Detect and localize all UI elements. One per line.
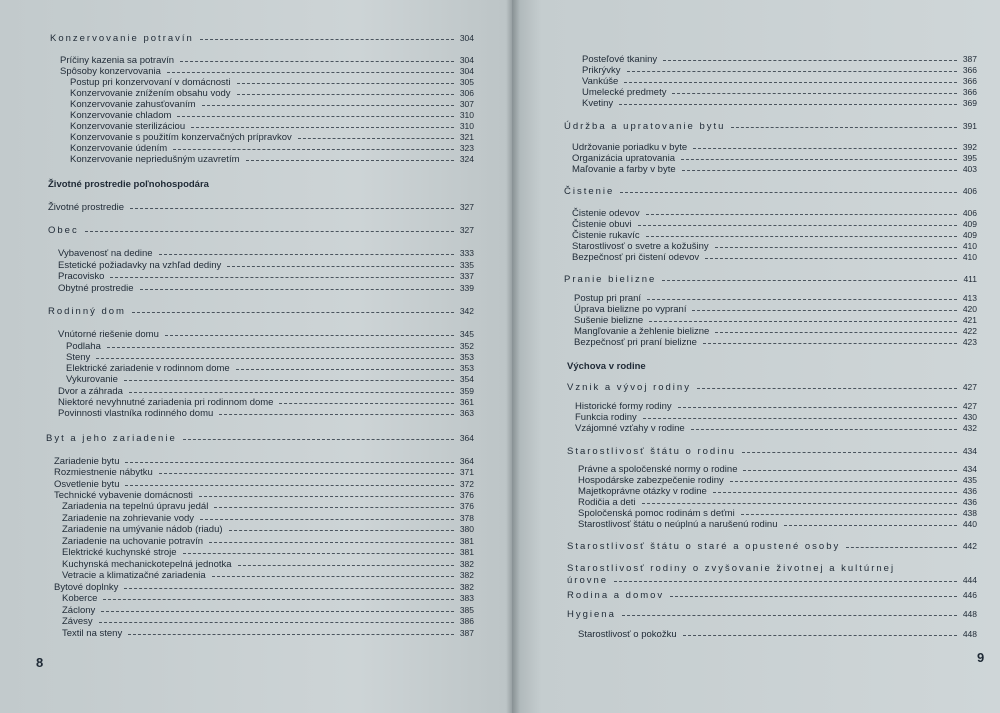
entry-title: Obec — [48, 225, 79, 236]
entry-title: Pracovisko — [58, 271, 105, 282]
leader-dots — [200, 519, 454, 520]
entry-title: Životné prostredie poľnohospodára — [48, 179, 209, 190]
entry-title: Bezpečnosť pri čistení odevov — [572, 252, 700, 263]
entry-title: Čistenie rukavíc — [572, 230, 640, 241]
entry-title: Dvor a záhrada — [58, 386, 123, 397]
toc-entry — [58, 408, 474, 420]
leader-dots — [619, 104, 957, 105]
toc-entry — [564, 186, 977, 198]
entry-title: Úprava bielizne po vypraní — [574, 304, 687, 315]
entry-title: Čistenie odevov — [572, 208, 640, 219]
entry-page: 327 — [459, 225, 474, 235]
leader-dots — [173, 149, 454, 150]
entry-page: 413 — [962, 293, 977, 303]
leader-dots — [743, 470, 956, 471]
leader-dots — [647, 299, 957, 300]
entry-title: Postup pri konzervovaní v domácnosti — [70, 77, 231, 88]
entry-page: 382 — [459, 582, 474, 592]
leader-dots — [180, 61, 454, 62]
entry-page: 420 — [962, 304, 977, 314]
entry-title: Zariadenia na tepelnú úpravu jedál — [62, 501, 209, 512]
entry-page: 422 — [962, 326, 977, 336]
entry-title: Konzervovanie nepriedušným uzavretím — [70, 154, 240, 165]
entry-title: Životné prostredie — [48, 202, 125, 213]
leader-dots — [236, 369, 454, 370]
leader-dots — [107, 347, 454, 348]
toc-entry — [62, 547, 474, 559]
toc-entry — [48, 202, 474, 214]
entry-title: Funkcia rodiny — [575, 412, 637, 423]
entry-page: 359 — [459, 386, 474, 396]
entry-title: Starostlivosť rodiny o zvyšovanie životnej a kultúrnej — [567, 563, 896, 574]
entry-page: 381 — [459, 547, 474, 557]
entry-title: úrovne — [567, 575, 609, 586]
leader-dots — [731, 127, 956, 128]
entry-page: 387 — [459, 628, 474, 638]
leader-dots — [199, 496, 454, 497]
leader-dots — [643, 418, 957, 419]
entry-page: 436 — [962, 497, 977, 507]
entry-title: Vetracie a klimatizačné zariadenia — [62, 570, 206, 581]
toc-entry — [567, 563, 977, 575]
entry-page: 387 — [962, 54, 977, 64]
leader-dots — [649, 321, 957, 322]
entry-title: Rodičia a deti — [578, 497, 636, 508]
entry-title: Povinnosti vlastníka rodinného domu — [58, 408, 214, 419]
entry-title: Sušenie bielizne — [574, 315, 644, 326]
entry-page: 310 — [459, 110, 474, 120]
entry-page: 306 — [459, 88, 474, 98]
leader-dots — [238, 565, 454, 566]
entry-title: Elektrické zariadenie v rodinnom dome — [66, 363, 230, 374]
entry-page: 391 — [962, 121, 977, 131]
entry-title: Kuchynská mechanickotepelná jednotka — [62, 559, 232, 570]
toc-entry — [58, 329, 474, 341]
entry-page: 327 — [459, 202, 474, 212]
entry-page: 380 — [459, 524, 474, 534]
toc-entry — [582, 98, 977, 110]
entry-title: Byt a jeho zariadenie — [46, 433, 177, 444]
entry-page: 363 — [459, 408, 474, 418]
entry-title: Rodinný dom — [48, 306, 126, 317]
entry-page: 411 — [963, 274, 977, 284]
toc-entry — [70, 154, 474, 166]
entry-title: Starostlivosť štátu o neúplnú a narušenú rodinu — [578, 519, 778, 530]
leader-dots — [165, 335, 454, 336]
entry-page: 434 — [962, 464, 977, 474]
leader-dots — [672, 93, 956, 94]
leader-dots — [646, 214, 957, 215]
leader-dots — [646, 236, 957, 237]
entry-title: Zariadenie na zohrievanie vody — [62, 513, 195, 524]
leader-dots — [622, 615, 957, 616]
entry-title: Podlaha — [66, 341, 101, 352]
leader-dots — [279, 403, 453, 404]
entry-title: Čistenie obuvi — [572, 219, 632, 230]
entry-title: Bezpečnosť pri praní bielizne — [574, 337, 697, 348]
entry-title: Spoločenská pomoc rodinám s deťmi — [578, 508, 735, 519]
entry-title: Steny — [66, 352, 91, 363]
entry-page: 444 — [962, 575, 977, 585]
entry-page: 378 — [459, 513, 474, 523]
entry-page: 386 — [459, 616, 474, 626]
toc-entry — [572, 252, 977, 264]
entry-title: Zariadenie na umývanie nádob (riadu) — [62, 524, 223, 535]
leader-dots — [101, 611, 454, 612]
leader-dots — [125, 462, 453, 463]
entry-page: 409 — [962, 230, 977, 240]
entry-title: Príčiny kazenia sa potravín — [60, 55, 175, 66]
entry-page: 371 — [459, 467, 474, 477]
entry-title: Technické vybavenie domácnosti — [54, 490, 193, 501]
entry-page: 361 — [459, 397, 474, 407]
leader-dots — [298, 138, 454, 139]
entry-title: Čistenie — [564, 186, 615, 197]
leader-dots — [99, 622, 454, 623]
entry-title: Závesy — [62, 616, 93, 627]
page-number: 9 — [977, 650, 985, 665]
entry-title: Vankúše — [582, 76, 619, 87]
entry-page: 335 — [459, 260, 474, 270]
entry-page: 383 — [459, 593, 474, 603]
entry-page: 372 — [459, 479, 474, 489]
entry-page: 304 — [459, 33, 474, 43]
entry-title: Výchova v rodine — [567, 361, 646, 372]
entry-title: Vykurovanie — [66, 374, 118, 385]
part-heading — [48, 179, 474, 191]
entry-page: 364 — [459, 433, 474, 443]
entry-page: 310 — [459, 121, 474, 131]
entry-page: 345 — [459, 329, 474, 339]
entry-page: 321 — [459, 132, 474, 142]
entry-page: 432 — [962, 423, 977, 433]
toc-entry — [564, 274, 977, 286]
entry-page: 421 — [962, 315, 977, 325]
book-gutter — [506, 0, 520, 713]
part-heading — [567, 361, 977, 373]
entry-title: Niektoré nevyhnutné zariadenia pri rodinnom dome — [58, 397, 274, 408]
entry-page: 438 — [962, 508, 977, 518]
entry-title: Kvetiny — [582, 98, 614, 109]
entry-page: 427 — [962, 401, 977, 411]
entry-page: 385 — [459, 605, 474, 615]
leader-dots — [103, 599, 453, 600]
entry-page: 376 — [459, 501, 474, 511]
entry-page: 430 — [962, 412, 977, 422]
entry-page: 448 — [962, 629, 977, 639]
entry-title: Konzervovanie znížením obsahu vody — [70, 88, 231, 99]
entry-title: Elektrické kuchynské stroje — [62, 547, 177, 558]
entry-title: Koberce — [62, 593, 98, 604]
leader-dots — [124, 380, 454, 381]
entry-title: Konzervovanie s použitím konzervačných prípravkov — [70, 132, 292, 143]
entry-title: Konzervovanie potravín — [50, 33, 194, 44]
right-page — [512, 0, 1000, 713]
toc-entry — [50, 33, 474, 45]
toc-entry — [62, 570, 474, 582]
leader-dots — [125, 485, 453, 486]
entry-title: Maľovanie a farby v byte — [572, 164, 676, 175]
entry-page: 364 — [459, 456, 474, 466]
entry-page: 354 — [459, 374, 474, 384]
leader-dots — [212, 576, 454, 577]
leader-dots — [132, 312, 454, 313]
leader-dots — [692, 310, 956, 311]
toc-entry — [575, 423, 977, 435]
entry-title: Organizácia upratovania — [572, 153, 675, 164]
entry-title: Pranie bielizne — [564, 274, 657, 285]
toc-entry — [62, 616, 474, 628]
toc-entry — [567, 609, 977, 621]
entry-title: Vznik a vývoj rodiny — [567, 382, 691, 393]
entry-page: 403 — [962, 164, 977, 174]
toc-entry — [62, 501, 474, 513]
leader-dots — [703, 343, 957, 344]
entry-page: 304 — [459, 66, 474, 76]
entry-title: Historické formy rodiny — [575, 401, 672, 412]
leader-dots — [620, 192, 956, 193]
toc-entry — [574, 337, 977, 349]
entry-page: 440 — [962, 519, 977, 529]
toc-entry — [578, 519, 977, 531]
leader-dots — [110, 277, 453, 278]
entry-title: Právne a spoločenské normy o rodine — [578, 464, 738, 475]
entry-page: 339 — [459, 283, 474, 293]
entry-page: 323 — [459, 143, 474, 153]
entry-page: 382 — [459, 570, 474, 580]
leader-dots — [214, 507, 454, 508]
toc-entry — [572, 164, 977, 176]
entry-title: Záclony — [62, 605, 96, 616]
leader-dots — [237, 94, 454, 95]
entry-page: 410 — [962, 241, 977, 251]
toc-entry — [567, 590, 977, 602]
leader-dots — [96, 358, 454, 359]
entry-page: 369 — [962, 98, 977, 108]
entry-page: 442 — [962, 541, 977, 551]
toc-entry — [48, 306, 474, 318]
leader-dots — [124, 588, 453, 589]
entry-title: Starostlivosť štátu o staré a opustené osoby — [567, 541, 841, 552]
leader-dots — [713, 492, 957, 493]
entry-page: 446 — [962, 590, 977, 600]
entry-page: 435 — [962, 475, 977, 485]
toc-entry — [564, 121, 977, 133]
leader-dots — [183, 553, 454, 554]
toc-entry — [567, 446, 977, 458]
entry-title: Obytné prostredie — [58, 283, 134, 294]
toc-entry — [567, 382, 977, 394]
leader-dots — [691, 429, 957, 430]
leader-dots — [129, 392, 454, 393]
toc-entry — [58, 283, 474, 295]
entry-page: 333 — [459, 248, 474, 258]
leader-dots — [202, 105, 454, 106]
entry-title: Starostlivosť o pokožku — [578, 629, 677, 640]
entry-title: Vnútorné riešenie domu — [58, 329, 159, 340]
leader-dots — [128, 634, 454, 635]
leader-dots — [697, 388, 957, 389]
entry-page: 305 — [459, 77, 474, 87]
entry-page: 410 — [962, 252, 977, 262]
page-number: 8 — [36, 655, 44, 670]
entry-page: 342 — [459, 306, 474, 316]
leader-dots — [638, 225, 957, 226]
leader-dots — [219, 414, 454, 415]
entry-page: 304 — [459, 55, 474, 65]
leader-dots — [678, 407, 957, 408]
leader-dots — [130, 208, 454, 209]
leader-dots — [846, 547, 957, 548]
entry-page: 307 — [459, 99, 474, 109]
entry-title: Rozmiestnenie nábytku — [54, 467, 153, 478]
entry-title: Zariadenie bytu — [54, 456, 120, 467]
entry-title: Mangľovanie a žehlenie bielizne — [574, 326, 710, 337]
leader-dots — [177, 116, 453, 117]
entry-title: Starostlivosť štátu o rodinu — [567, 446, 736, 457]
entry-title: Bytové doplnky — [54, 582, 119, 593]
entry-page: 406 — [962, 186, 977, 196]
leader-dots — [682, 170, 957, 171]
toc-entry — [62, 628, 474, 640]
leader-dots — [663, 60, 957, 61]
toc-entry — [567, 541, 977, 553]
toc-entry — [62, 524, 474, 536]
toc-entry — [46, 433, 474, 445]
entry-title: Udržovanie poriadku v byte — [572, 142, 688, 153]
leader-dots — [662, 280, 957, 281]
leader-dots — [715, 332, 956, 333]
entry-title: Textil na steny — [62, 628, 123, 639]
leader-dots — [167, 72, 454, 73]
entry-page: 337 — [459, 271, 474, 281]
entry-page: 406 — [962, 208, 977, 218]
leader-dots — [681, 159, 957, 160]
entry-title: Údržba a upratovanie bytu — [564, 121, 726, 132]
entry-title: Vybavenosť na dedine — [58, 248, 153, 259]
leader-dots — [140, 289, 454, 290]
entry-title: Vzájomné vzťahy v rodine — [575, 423, 685, 434]
entry-title: Spôsoby konzervovania — [60, 66, 161, 77]
toc-entry — [54, 467, 474, 479]
leader-dots — [191, 127, 454, 128]
entry-title: Umelecké predmety — [582, 87, 667, 98]
leader-dots — [237, 83, 454, 84]
entry-page: 366 — [962, 87, 977, 97]
leader-dots — [741, 514, 957, 515]
leader-dots — [183, 439, 454, 440]
leader-dots — [229, 530, 454, 531]
entry-title: Starostlivosť o svetre a kožušiny — [572, 241, 709, 252]
toc-entry — [567, 575, 977, 587]
entry-page: 324 — [459, 154, 474, 164]
entry-title: Posteľové tkaniny — [582, 54, 658, 65]
leader-dots — [693, 148, 957, 149]
leader-dots — [200, 39, 454, 40]
toc-entry — [578, 629, 977, 641]
leader-dots — [784, 525, 957, 526]
leader-dots — [624, 82, 957, 83]
leader-dots — [227, 266, 454, 267]
entry-title: Konzervovanie sterilizáciou — [70, 121, 186, 132]
leader-dots — [683, 635, 957, 636]
entry-title: Hospodárske zabezpečenie rodiny — [578, 475, 724, 486]
toc-entry — [58, 271, 474, 283]
entry-title: Hygiena — [567, 609, 616, 620]
leader-dots — [670, 596, 957, 597]
entry-page: 366 — [962, 65, 977, 75]
entry-page: 352 — [459, 341, 474, 351]
entry-page: 427 — [962, 382, 977, 392]
toc-entry — [48, 225, 474, 237]
entry-title: Osvetlenie bytu — [54, 479, 120, 490]
leader-dots — [209, 542, 454, 543]
leader-dots — [159, 254, 454, 255]
entry-page: 409 — [962, 219, 977, 229]
leader-dots — [715, 247, 957, 248]
leader-dots — [85, 231, 454, 232]
entry-title: Majetkoprávne otázky v rodine — [578, 486, 707, 497]
leader-dots — [614, 581, 957, 582]
toc-entry — [62, 593, 474, 605]
entry-title: Konzervovanie chladom — [70, 110, 172, 121]
entry-title: Rodina a domov — [567, 590, 665, 601]
leader-dots — [246, 160, 454, 161]
entry-page: 448 — [962, 609, 977, 619]
entry-page: 395 — [962, 153, 977, 163]
entry-page: 366 — [962, 76, 977, 86]
leader-dots — [642, 503, 957, 504]
entry-title: Konzervovanie zahusťovaním — [70, 99, 196, 110]
leader-dots — [627, 71, 957, 72]
entry-title: Estetické požiadavky na vzhľad dediny — [58, 260, 222, 271]
entry-title: Zariadenie na uchovanie potravín — [62, 536, 204, 547]
entry-page: 434 — [962, 446, 977, 456]
entry-page: 436 — [962, 486, 977, 496]
leader-dots — [742, 452, 957, 453]
leader-dots — [705, 258, 957, 259]
entry-page: 376 — [459, 490, 474, 500]
entry-page: 392 — [962, 142, 977, 152]
entry-title: Prikrývky — [582, 65, 621, 76]
toc-entry — [58, 248, 474, 260]
entry-title: Postup pri praní — [574, 293, 642, 304]
entry-page: 381 — [459, 536, 474, 546]
leader-dots — [730, 481, 957, 482]
leader-dots — [159, 473, 454, 474]
toc-entry — [66, 374, 474, 386]
entry-page: 382 — [459, 559, 474, 569]
entry-page: 423 — [962, 337, 977, 347]
entry-page: 353 — [459, 363, 474, 373]
entry-title: Konzervovanie údením — [70, 143, 168, 154]
entry-page: 353 — [459, 352, 474, 362]
